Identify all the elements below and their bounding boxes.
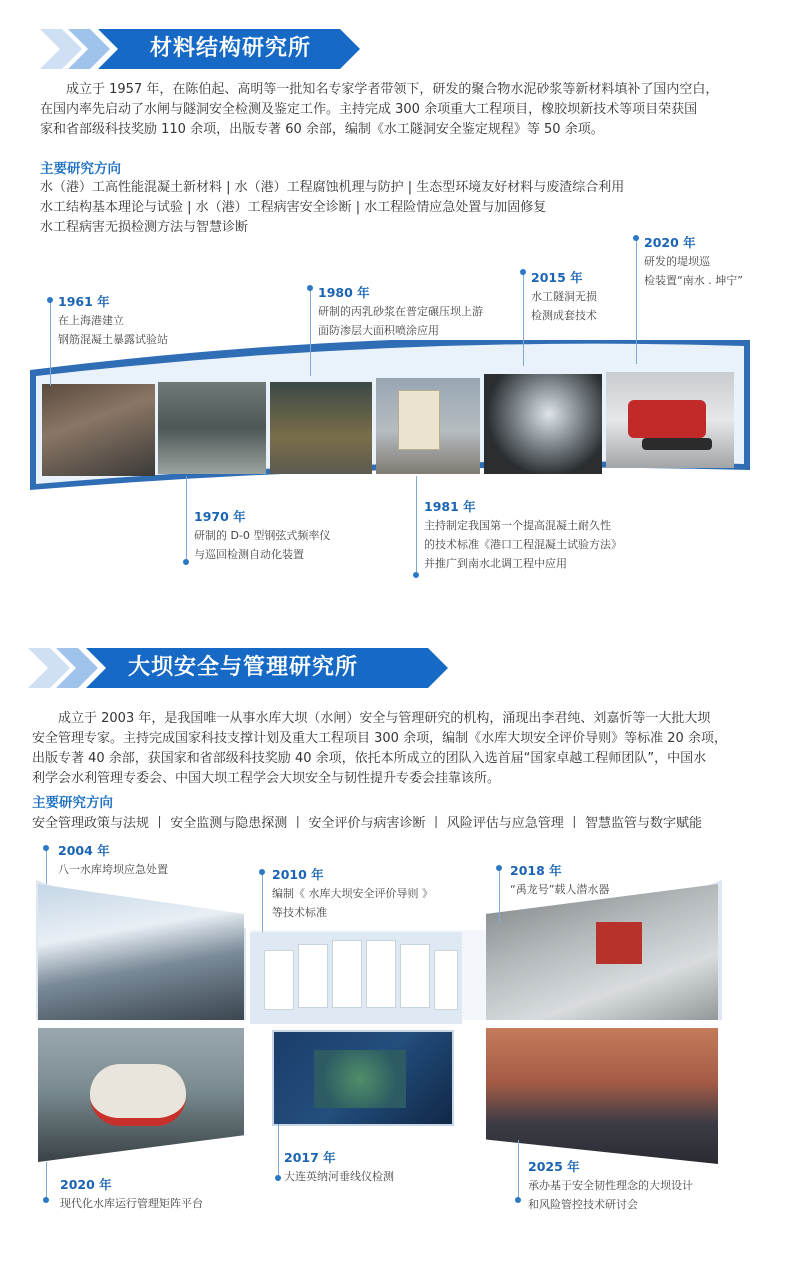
timeline-event-2018: [510, 862, 609, 899]
event-text: “禹龙号”载人潜水器: [510, 883, 610, 896]
document-page: [298, 944, 328, 1008]
timeline-connector: [636, 238, 637, 364]
direction-line: 水工程病害无损检测方法与智慧诊断: [40, 220, 249, 235]
section2-directions-title: 主要研究方向: [32, 795, 113, 811]
intro-line: 出版专著 40 余部，获国家和省部级科技奖励 40 余项，依托本所成立的团队入选首届“国家卓越工程师团队”，中国水: [32, 751, 707, 766]
event-year: 1980 年: [318, 285, 370, 300]
event-text: 检装置“南水 . 坤宁”: [644, 274, 743, 287]
event-year: 1961 年: [58, 294, 110, 309]
event-year: 2020 年: [60, 1177, 112, 1192]
event-year: 2017 年: [284, 1150, 336, 1165]
timeline-connector: [186, 476, 187, 562]
event-year: 2004 年: [58, 843, 110, 858]
timeline-dot: [43, 845, 49, 851]
event-text: 水工隧洞无损: [531, 290, 597, 303]
event-text: 研制的 D-0 型钢弦式频率仪: [194, 529, 331, 542]
event-text: 并推广到南水北调工程中应用: [424, 557, 567, 570]
event-text: 钢筋混凝土暴露试验站: [58, 333, 168, 346]
section1-title: 材料结构研究所: [150, 36, 312, 61]
timeline-dot: [520, 269, 526, 275]
timeline-connector: [50, 300, 51, 386]
section1-directions-title: 主要研究方向: [40, 161, 121, 177]
timeline-event-2010: [272, 866, 433, 922]
event-text: 现代化水库运行管理矩阵平台: [60, 1197, 203, 1210]
timeline-connector: [518, 1140, 519, 1200]
timeline-dot: [275, 1175, 281, 1181]
timeline-connector: [262, 872, 263, 932]
timeline-event-1961: [58, 293, 168, 349]
timeline-dot: [496, 865, 502, 871]
timeline-connector: [499, 868, 500, 924]
event-text: 八一水库垮坝应急处置: [58, 863, 168, 876]
intro-line: 安全管理专家。主持完成国家科技支撑计划及重大工程项目 300 余项，编制《水库大坝安全评价导则》等标准 20 余项，: [32, 731, 727, 746]
photo-2015-tunnel-inspection: [484, 374, 602, 474]
event-text: 大连英纳河垂线仪检测: [284, 1170, 394, 1183]
event-year: 2025 年: [528, 1159, 580, 1174]
photo-2010-standards-documents: [250, 932, 462, 1024]
section2-intro: [32, 709, 772, 789]
timeline-event-2015: [531, 269, 597, 325]
event-text: 检测成套技术: [531, 309, 597, 322]
timeline-event-2020: [644, 234, 743, 290]
event-year: 1970 年: [194, 509, 246, 524]
standard-book-cover: [398, 390, 440, 450]
section1-banner: [40, 29, 360, 69]
event-text: 编制《 水库大坝安全评价导则 》: [272, 887, 433, 900]
direction-line: 安全管理政策与法规 丨 安全监测与隐患探测 丨 安全评价与病害诊断 丨 风险评估与应急管理 丨 智慧监管与数字赋能: [32, 816, 703, 831]
section1-intro: [40, 80, 770, 140]
vehicle-track-graphic: [642, 438, 712, 450]
document-page: [434, 950, 458, 1010]
timeline-dot: [413, 572, 419, 578]
timeline-dot: [259, 869, 265, 875]
event-text: 的技术标准《港口工程混凝土试验方法》: [424, 538, 622, 551]
submersible-body-graphic: [90, 1064, 186, 1126]
timeline-connector: [416, 476, 417, 576]
event-year: 2020 年: [644, 235, 696, 250]
event-text: 研发的堤坝巡: [644, 255, 710, 268]
timeline-dot: [307, 285, 313, 291]
timeline-event-2017: [284, 1149, 394, 1186]
timeline-dot: [47, 297, 53, 303]
event-text: 与巡回检测自动化装置: [194, 548, 304, 561]
event-year: 2018 年: [510, 863, 562, 878]
timeline-event-2025: [528, 1158, 693, 1214]
red-vehicle-graphic: [628, 400, 706, 438]
document-page: [366, 940, 396, 1008]
timeline-event-1980: [318, 284, 483, 340]
timeline-event-2020-platform: [60, 1176, 203, 1213]
event-year: 2010 年: [272, 867, 324, 882]
event-text: 承办基于安全韧性理念的大坝设计: [528, 1179, 693, 1192]
map-panel-graphic: [314, 1050, 406, 1108]
timeline-event-1970: [194, 508, 330, 564]
direction-line: 水工结构基本理论与试验 | 水（港）工程病害安全诊断 | 水工程险情应急处置与加固修复: [40, 200, 547, 215]
photo-1981-standard-document: [376, 378, 480, 474]
event-text: 和风险管控技术研讨会: [528, 1198, 638, 1211]
timeline-connector: [278, 1124, 279, 1178]
timeline-dot: [515, 1197, 521, 1203]
event-text: 研制的丙乳砂浆在普定碾压坝上游: [318, 305, 483, 318]
event-text: 等技术标准: [272, 906, 327, 919]
timeline-event-2004: [58, 842, 168, 879]
intro-line: 成立于 1957 年，在陈伯起、高明等一批知名专家学者带领下，研发的聚合物水泥砂浆等新材料填补了国内空白，: [66, 82, 719, 97]
timeline-dot: [633, 235, 639, 241]
intro-line: 成立于 2003 年，是我国唯一从事水库大坝（水闸）安全与管理研究的机构，涌现出李君纯、刘嘉忻等一大批大坝: [58, 711, 711, 726]
section2-title: 大坝安全与管理研究所: [128, 655, 359, 680]
timeline-dot: [183, 559, 189, 565]
photo-2017-monitoring-platform: [272, 1030, 454, 1126]
timeline-connector: [523, 272, 524, 366]
event-year: 2015 年: [531, 270, 583, 285]
document-page: [400, 944, 430, 1008]
timeline-connector: [46, 1162, 47, 1200]
document-page: [332, 940, 362, 1008]
red-machine-graphic: [596, 922, 642, 964]
photo-1980-mortar-spraying: [270, 382, 372, 474]
intro-line: 在国内率先启动了水闸与隧洞安全检测及鉴定工作。主持完成 300 余项重大工程项目，橡胶坝新技术等项目荣获国: [40, 102, 698, 117]
timeline-connector: [46, 848, 47, 884]
section2-banner: [28, 648, 448, 688]
event-text: 主持制定我国第一个提高混凝土耐久性: [424, 519, 611, 532]
timeline-dot: [43, 1197, 49, 1203]
event-text: 在上海港建立: [58, 314, 124, 327]
intro-line: 利学会水利管理专委会、中国大坝工程学会大坝安全与韧性提升专委会挂靠该所。: [32, 771, 501, 786]
timeline-connector: [310, 288, 311, 376]
document-page: [264, 950, 294, 1010]
event-text: 面防渗层大面积喷涂应用: [318, 324, 439, 337]
timeline-event-1981: [424, 498, 622, 573]
direction-line: 水（港）工高性能混凝土新材料 | 水（港）工程腐蚀机理与防护 | 生态型环境友好材料与废渣综合利用: [40, 180, 625, 195]
event-year: 1981 年: [424, 499, 476, 514]
photo-2020-inspection-vehicle: [606, 372, 734, 468]
intro-line: 家和省部级科技奖励 110 余项，出版专著 60 余部，编制《水工隧洞安全鉴定规程》等 50 余项。: [40, 122, 604, 137]
photo-1970-frequency-instrument: [158, 382, 266, 474]
photo-1961-exposure-station: [42, 384, 155, 476]
